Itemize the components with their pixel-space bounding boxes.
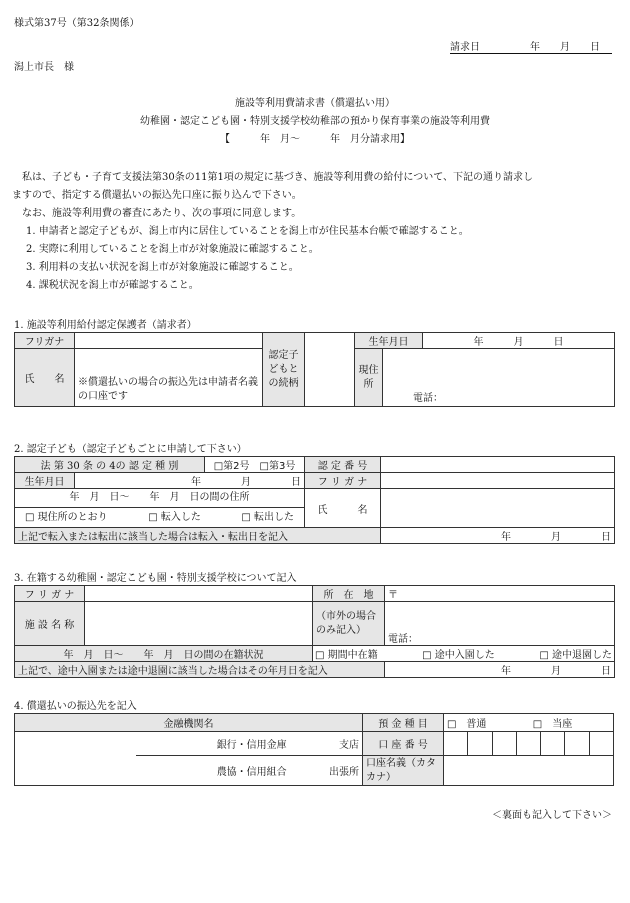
- cert-number-field[interactable]: [381, 457, 615, 473]
- title-line-1: 施設等利用費請求書（償還払い用）: [235, 98, 395, 109]
- guardian-table: [14, 332, 615, 407]
- enrollment-status-options: [313, 646, 615, 662]
- account-holder-label: 口座名義（カタカナ）: [363, 756, 444, 786]
- join-date-field[interactable]: 年 月 日: [385, 662, 615, 678]
- opt-moved-in[interactable]: □ 転入した: [148, 512, 201, 523]
- location-label: 所 在 地: [313, 586, 385, 602]
- account-digit[interactable]: [565, 732, 589, 756]
- postal-field[interactable]: [385, 586, 615, 602]
- join-date-note: 上記で、途中入園または途中退園に該当した場合はその年月日を記入: [15, 662, 385, 678]
- title-line-2: 幼稚園・認定こども園・特別支援学校幼稚部の預かり保育事業の施設等利用費: [140, 116, 490, 127]
- facility-address-field[interactable]: [385, 602, 615, 646]
- relation-field[interactable]: [305, 333, 355, 407]
- opt-current-address[interactable]: □ 現住所のとおり: [25, 512, 108, 523]
- bank-name-field[interactable]: [15, 732, 136, 786]
- consent-item-2: 2. 実際に利用していることを潟上市が対象施設に確認すること。: [26, 244, 319, 255]
- bank-table: [14, 713, 614, 786]
- bank-label: 金融機関名: [15, 714, 363, 732]
- address-period-label: 年 月 日〜 年 月 日の間の住所: [15, 489, 304, 508]
- opt-enrolled[interactable]: □ 期間中在籍: [315, 650, 378, 661]
- account-note: ※償還払いの場合の振込先は申請者名義の口座です: [78, 377, 258, 402]
- deposit-type-options: [443, 714, 613, 732]
- bank-type-1: 銀行・信用金庫: [136, 732, 290, 756]
- name-label: 氏 名: [15, 349, 75, 407]
- opt-moved-out[interactable]: □ 転出した: [241, 512, 295, 523]
- move-date-note: 上記で転入または転出に該当した場合は転入・転出日を記入: [15, 528, 381, 544]
- deposit-type-label: 預 金 種 目: [363, 714, 444, 732]
- child-name-field[interactable]: [381, 489, 615, 528]
- form-number: 様式第37号（第32条関係）: [14, 18, 140, 29]
- relation-label: 認定子どもとの続柄: [263, 333, 305, 407]
- postal-mark: 〒: [388, 590, 398, 601]
- section-4-heading: 4. 償還払いの振込先を記入: [14, 701, 137, 712]
- account-number-label: 口 座 番 号: [363, 732, 444, 756]
- cert-number-label: 認 定 番 号: [305, 457, 381, 473]
- consent-item-4: 4. 課税状況を潟上市が確認すること。: [26, 280, 199, 291]
- address-label: 現住所: [355, 349, 383, 407]
- opt-futsu[interactable]: □ 普通: [446, 719, 487, 730]
- address-field[interactable]: [383, 349, 615, 407]
- account-holder-field[interactable]: [443, 756, 613, 786]
- cert-type-label: 法 第 30 条 の 4の 認 定 種 別: [15, 457, 205, 473]
- birth-label: 生年月日: [355, 333, 423, 349]
- section-3-heading: 3. 在籍する幼稚園・認定こども園・特別支援学校について記入: [14, 573, 297, 584]
- intro-paragraph-1a: 私は、子ども・子育て支援法第30条の11第1項の規定に基づき、施設等利用費の給付について、下記の通り請求し: [12, 172, 534, 183]
- back-side-note: ＜裏面も記入して下さい＞: [492, 810, 612, 821]
- section-1-heading: 1. 施設等利用給付認定保護者（請求者）: [14, 320, 197, 331]
- account-digit[interactable]: [468, 732, 492, 756]
- name-field[interactable]: [75, 349, 263, 407]
- facility-phone-label: 電話：: [388, 634, 418, 645]
- address-period-cell: [15, 489, 305, 528]
- furigana-label: フリガナ: [15, 333, 75, 349]
- account-digit[interactable]: [541, 732, 565, 756]
- section-2-heading: 2. 認定子ども（認定子どもごとに申請して下さい）: [14, 444, 247, 455]
- child-furigana-field[interactable]: [381, 473, 615, 489]
- opt-left-midway[interactable]: □ 途中退園した: [539, 650, 612, 661]
- child-name-label: 氏 名: [305, 489, 381, 528]
- branch-suffix-1: 支店: [290, 732, 363, 756]
- child-birth-value[interactable]: 年 月 日: [75, 473, 305, 489]
- child-table: [14, 456, 615, 544]
- bank-type-2: 農協・信用組合: [136, 756, 290, 786]
- facility-table: [14, 585, 615, 678]
- enrollment-status-label: 年 月 日〜 年 月 日の間の在籍状況: [15, 646, 313, 662]
- move-date-field[interactable]: 年 月 日: [381, 528, 615, 544]
- request-date: 請求日 年 月 日: [450, 38, 612, 54]
- facility-name-field[interactable]: [85, 602, 313, 646]
- account-digit[interactable]: [589, 732, 613, 756]
- consent-item-3: 3. 利用料の支払い状況を潟上市が対象施設に確認すること。: [26, 262, 299, 273]
- outside-city-note: （市外の場合のみ記入）: [313, 602, 385, 646]
- account-digit[interactable]: [492, 732, 516, 756]
- facility-furigana-label: フ リ ガ ナ: [15, 586, 85, 602]
- facility-furigana-field[interactable]: [85, 586, 313, 602]
- facility-name-label: 施 設 名 称: [15, 602, 85, 646]
- phone-label: 電話：: [413, 393, 443, 404]
- birth-value[interactable]: 年 月 日: [423, 333, 615, 349]
- title-line-3: 【 年 月〜 年 月分請求用】: [220, 134, 410, 145]
- child-birth-label: 生年月日: [15, 473, 75, 489]
- opt-toza[interactable]: □ 当座: [532, 719, 573, 730]
- addressee: 潟上市長 様: [14, 62, 74, 73]
- child-furigana-label: フ リ ガ ナ: [305, 473, 381, 489]
- account-digit[interactable]: [516, 732, 540, 756]
- consent-item-1: 1. 申請者と認定子どもが、潟上市内に居住していることを潟上市が住民基本台帳で確認すること。: [26, 226, 469, 237]
- intro-paragraph-1b: ますので、指定する償還払いの振込先口座に振り込んで下さい。: [12, 190, 302, 201]
- account-digit[interactable]: [443, 732, 467, 756]
- intro-paragraph-2: なお、施設等利用費の審査にあたり、次の事項に同意します。: [12, 208, 302, 219]
- cert-type-options[interactable]: □第2号 □第3号: [205, 457, 305, 473]
- furigana-field[interactable]: [75, 333, 263, 349]
- branch-suffix-2: 出張所: [290, 756, 363, 786]
- opt-joined-midway[interactable]: □ 途中入園した: [422, 650, 495, 661]
